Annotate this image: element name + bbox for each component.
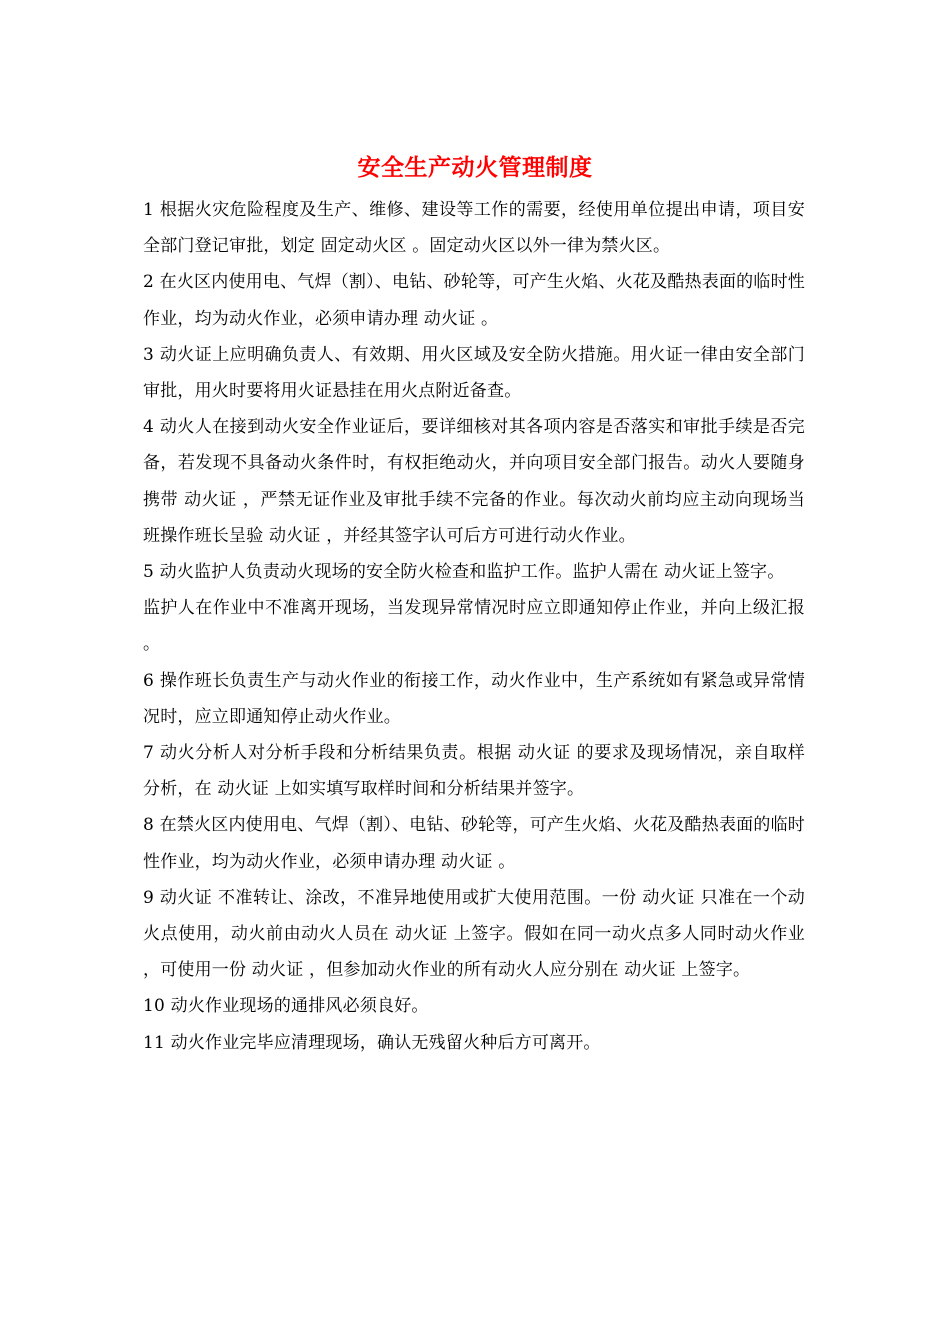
paragraph-9: 9 动火证 不准转让、涂改，不准异地使用或扩大使用范围。一份 动火证 只准在一个动火点使用，动火前由动火人员在 动火证 上签字。假如在同一动火点多人同时动火作业，可使用一份 动火证 ，但参加动火作业的所有动火人应分别在 动火证 上签字。 [143, 887, 805, 981]
paragraph-1: 1 根据火灾危险程度及生产、维修、建设等工作的需要，经使用单位提出申请，项目安全部门登记审批，划定 固定动火区 。固定动火区以外一律为禁火区。 [143, 200, 805, 257]
paragraph-11: 11 动火作业完毕应清理现场，确认无残留火种后方可离开。 [143, 1032, 601, 1053]
paragraph-7: 7 动火分析人对分析手段和分析结果负责。根据 动火证 的要求及现场情况，亲自取样分析，在 动火证 上如实填写取样时间和分析结果并签字。 [143, 743, 805, 800]
paragraph-8: 8 在禁火区内使用电、气焊（割）、电钻、砂轮等，可产生火焰、火花及酷热表面的临时性作业，均为动火作业，必须申请办理 动火证 。 [143, 815, 805, 872]
paragraph-4: 4 动火人在接到动火安全作业证后，要详细核对其各项内容是否落实和审批手续是否完备，若发现不具备动火条件时，有权拒绝动火，并向项目安全部门报告。动火人要随身携带 动火证 ，严禁无证作业及审批手续不完备的作业。每次动火前均应主动向现场当班操作班长呈验 动火证 ，并经其签字认可后方可进行动火作业。 [143, 417, 805, 546]
paragraph-5: 5 动火监护人负责动火现场的安全防火检查和监护工作。监护人需在 动火证上签字。 [143, 562, 785, 583]
document-title: 安全生产动火管理制度 [357, 154, 593, 181]
paragraph-5-continued: 监护人在作业中不准离开现场，当发现异常情况时应立即通知停止作业，并向上级汇报。 [143, 598, 805, 655]
paragraph-3: 3 动火证上应明确负责人、有效期、用火区域及安全防火措施。用火证一律由安全部门审批，用火时要将用火证悬挂在用火点附近备查。 [143, 344, 805, 402]
document-body [143, 192, 805, 1061]
paragraph-10: 10 动火作业现场的通排风必须良好。 [143, 996, 429, 1017]
paragraph-6: 6 操作班长负责生产与动火作业的衔接工作，动火作业中，生产系统如有紧急或异常情况时，应立即通知停止动火作业。 [143, 670, 805, 727]
paragraph-2: 2 在火区内使用电、气焊（割）、电钻、砂轮等，可产生火焰、火花及酷热表面的临时性作业，均为动火作业，必须申请办理 动火证 。 [143, 272, 805, 329]
